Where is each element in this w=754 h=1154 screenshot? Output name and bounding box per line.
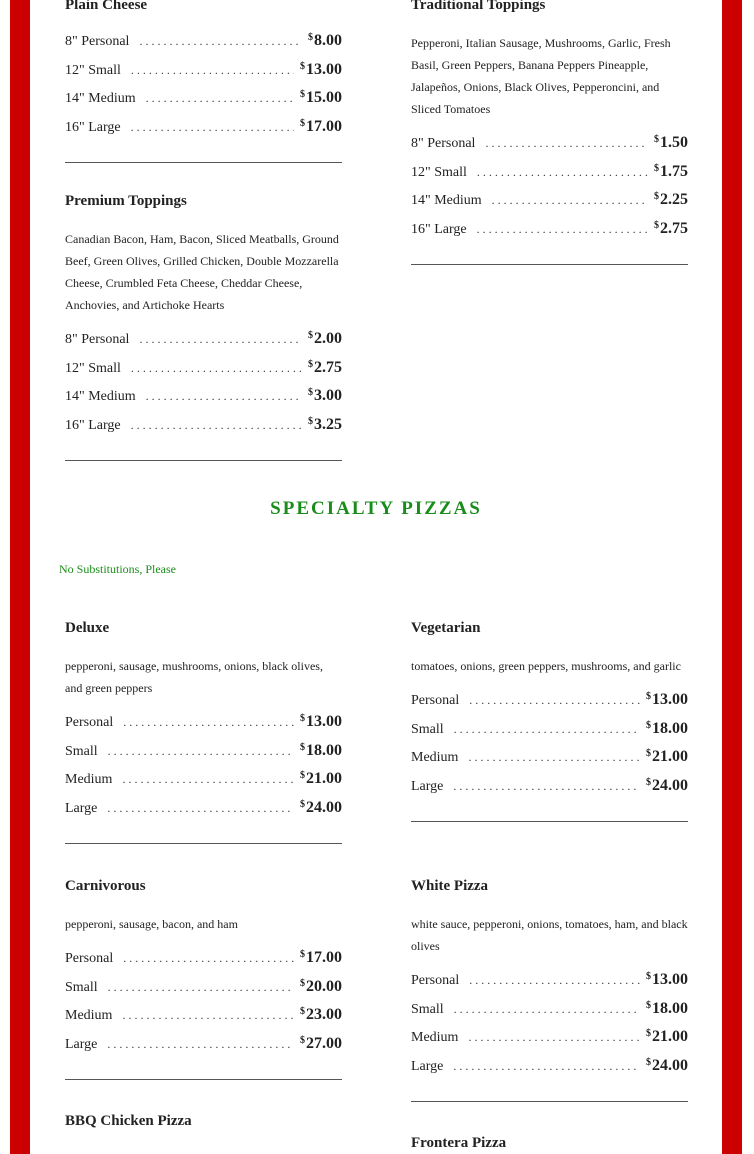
currency-symbol: $ [300, 1006, 305, 1017]
price-value [300, 89, 342, 107]
section-title: BBQ Chicken Pizza [65, 1113, 192, 1129]
size-label: Large [65, 800, 98, 816]
no-substitutions-note: No Substitutions, Please [59, 562, 177, 576]
price-value [308, 32, 342, 50]
section-title: Traditional Toppings [411, 0, 546, 13]
price-value [646, 748, 688, 766]
currency-symbol: $ [300, 949, 305, 960]
price-value [300, 713, 342, 731]
price-value [654, 191, 688, 209]
section-title: White Pizza [411, 878, 489, 894]
price-value [646, 1057, 688, 1075]
dot-leader [123, 715, 294, 730]
price-amount: 13.00 [652, 971, 688, 988]
size-label: Personal [411, 693, 460, 708]
price-row [65, 416, 342, 445]
price-list [65, 713, 342, 827]
section-premium-toppings [65, 192, 342, 461]
price-list [65, 32, 342, 146]
section-carnivorous [65, 877, 342, 1080]
divider [65, 460, 342, 461]
size-label: Personal [411, 973, 460, 988]
dot-leader [477, 222, 648, 237]
price-value [300, 978, 342, 996]
price-value [654, 163, 688, 181]
dot-leader [454, 722, 640, 737]
section-description: pepperoni, sausage, mushrooms, onions, black olives, and green peppers [65, 659, 323, 695]
section-description: tomatoes, onions, green peppers, mushrooms, and garlic [411, 659, 681, 673]
price-value [646, 777, 688, 795]
currency-symbol: $ [646, 1056, 651, 1068]
price-value [308, 387, 342, 405]
dot-leader [107, 801, 294, 816]
price-value [654, 220, 688, 238]
price-row [411, 777, 688, 806]
currency-symbol: $ [300, 89, 305, 100]
price-amount: 1.50 [660, 134, 688, 151]
currency-symbol: $ [308, 32, 313, 43]
section-title: Frontera Pizza [411, 1135, 507, 1151]
size-label: 14" Medium [65, 91, 136, 106]
divider [65, 1079, 342, 1080]
price-row [411, 1057, 688, 1086]
price-row [65, 742, 342, 771]
dot-leader [139, 34, 302, 49]
price-amount: 21.00 [652, 1028, 688, 1045]
size-label: Small [411, 721, 444, 737]
currency-symbol: $ [300, 770, 305, 781]
price-value [300, 770, 342, 788]
dot-leader [469, 973, 640, 988]
size-label: 8" Personal [411, 136, 476, 151]
dot-leader [477, 165, 648, 180]
right-red-border [722, 0, 742, 1154]
currency-symbol: $ [300, 117, 305, 129]
size-label: 12" Small [65, 62, 121, 78]
price-row [65, 32, 342, 61]
dot-leader [131, 361, 302, 376]
divider [411, 1101, 688, 1102]
dot-leader [108, 980, 294, 995]
dot-leader [492, 193, 648, 208]
dot-leader [469, 693, 640, 708]
price-amount: 20.00 [306, 977, 342, 995]
price-row [65, 118, 342, 147]
size-label: Medium [411, 1030, 459, 1045]
size-label: Small [65, 743, 98, 759]
currency-symbol: $ [308, 415, 313, 427]
currency-symbol: $ [300, 60, 305, 72]
price-value [654, 134, 688, 152]
price-value [300, 1006, 342, 1024]
price-row [411, 134, 688, 163]
price-row [411, 748, 688, 777]
section-vegetarian [411, 619, 688, 822]
price-row [65, 61, 342, 90]
currency-symbol: $ [646, 748, 651, 759]
dot-leader [146, 91, 294, 106]
price-list [411, 691, 688, 805]
price-value [646, 691, 688, 709]
price-row [65, 330, 342, 359]
section-title: Deluxe [65, 620, 110, 636]
section-plain-cheese [65, 0, 342, 163]
currency-symbol: $ [654, 191, 659, 202]
price-value [300, 799, 342, 817]
price-amount: 2.75 [660, 219, 688, 237]
currency-symbol: $ [300, 741, 305, 753]
price-row [411, 720, 688, 749]
size-label: 16" Large [65, 119, 121, 135]
size-label: Small [65, 979, 98, 995]
section-frontera [411, 1134, 688, 1152]
price-value [308, 330, 342, 348]
price-amount: 21.00 [306, 770, 342, 787]
dot-leader [468, 1030, 640, 1045]
specialty-pizzas-heading: SPECIALTY PIZZAS [270, 498, 482, 519]
dot-leader [146, 389, 302, 404]
divider [411, 821, 688, 822]
price-list [65, 949, 342, 1063]
price-row [65, 713, 342, 742]
price-amount: 3.25 [314, 415, 342, 433]
price-value [308, 416, 342, 434]
price-row [65, 89, 342, 118]
price-amount: 24.00 [652, 776, 688, 794]
price-amount: 2.75 [314, 358, 342, 376]
price-row [411, 191, 688, 220]
section-description: Pepperoni, Italian Sausage, Mushrooms, Garlic, Fresh Basil, Green Peppers, Banana Peppers Pineapple, Jalapeños, Onions, Black Olives, Pepperoncini, and Sliced Tomatoes [411, 36, 671, 116]
price-amount: 27.00 [306, 1034, 342, 1052]
price-amount: 18.00 [652, 999, 688, 1017]
section-white-pizza [411, 877, 688, 1102]
section-traditional-toppings [411, 0, 688, 265]
section-deluxe [65, 619, 342, 844]
price-amount: 1.75 [660, 162, 688, 180]
dot-leader [485, 136, 648, 151]
currency-symbol: $ [654, 162, 659, 174]
currency-symbol: $ [646, 999, 651, 1011]
price-value [308, 359, 342, 377]
size-label: 12" Small [65, 360, 121, 376]
currency-symbol: $ [646, 719, 651, 731]
price-amount: 13.00 [306, 60, 342, 78]
price-list [411, 134, 688, 248]
currency-symbol: $ [654, 219, 659, 231]
dot-leader [131, 418, 302, 433]
size-label: Medium [65, 1008, 113, 1023]
section-title: Premium Toppings [65, 193, 187, 209]
currency-symbol: $ [300, 798, 305, 810]
price-value [646, 1000, 688, 1018]
menu-page [30, 0, 722, 1154]
currency-symbol: $ [654, 134, 659, 145]
size-label: Medium [65, 772, 113, 787]
price-row [411, 163, 688, 192]
price-value [300, 1035, 342, 1053]
size-label: Medium [411, 750, 459, 765]
dot-leader [107, 1037, 294, 1052]
price-amount: 3.00 [314, 387, 342, 404]
price-amount: 2.25 [660, 191, 688, 208]
size-label: 12" Small [411, 164, 467, 180]
price-value [300, 61, 342, 79]
currency-symbol: $ [308, 330, 313, 341]
price-value [646, 1028, 688, 1046]
size-label: 8" Personal [65, 332, 130, 347]
dot-leader [468, 750, 640, 765]
dot-leader [454, 1002, 640, 1017]
price-row [411, 1000, 688, 1029]
size-label: Personal [65, 715, 114, 730]
price-row [65, 387, 342, 416]
price-amount: 13.00 [652, 691, 688, 708]
dot-leader [122, 1008, 294, 1023]
price-value [300, 742, 342, 760]
section-title: Vegetarian [411, 620, 481, 636]
size-label: 16" Large [411, 221, 467, 237]
price-amount: 13.00 [306, 713, 342, 730]
divider [411, 264, 688, 265]
currency-symbol: $ [646, 776, 651, 788]
size-label: Large [411, 778, 444, 794]
currency-symbol: $ [300, 713, 305, 724]
price-amount: 21.00 [652, 748, 688, 765]
currency-symbol: $ [646, 971, 651, 982]
price-value [300, 949, 342, 967]
price-list [65, 330, 342, 444]
currency-symbol: $ [646, 691, 651, 702]
price-amount: 24.00 [306, 798, 342, 816]
size-label: Personal [65, 951, 114, 966]
price-row [65, 799, 342, 828]
price-amount: 18.00 [306, 741, 342, 759]
dot-leader [131, 120, 294, 135]
price-row [65, 1006, 342, 1035]
section-description: white sauce, pepperoni, onions, tomatoes, ham, and black olives [411, 917, 688, 953]
dot-leader [123, 951, 294, 966]
price-row [65, 770, 342, 799]
divider [65, 843, 342, 844]
size-label: Small [411, 1001, 444, 1017]
price-row [65, 949, 342, 978]
size-label: 16" Large [65, 417, 121, 433]
size-label: Large [411, 1058, 444, 1074]
currency-symbol: $ [300, 1034, 305, 1046]
price-amount: 15.00 [306, 89, 342, 106]
price-amount: 17.00 [306, 117, 342, 135]
price-row [65, 978, 342, 1007]
price-amount: 2.00 [314, 330, 342, 347]
dot-leader [122, 772, 294, 787]
dot-leader [139, 332, 302, 347]
currency-symbol: $ [308, 358, 313, 370]
price-value [300, 118, 342, 136]
price-amount: 18.00 [652, 719, 688, 737]
section-description: pepperoni, sausage, bacon, and ham [65, 917, 238, 931]
section-bbq-chicken [65, 1112, 342, 1130]
price-amount: 23.00 [306, 1006, 342, 1023]
price-list [411, 971, 688, 1085]
price-amount: 24.00 [652, 1056, 688, 1074]
currency-symbol: $ [300, 977, 305, 989]
price-row [411, 691, 688, 720]
size-label: Large [65, 1036, 98, 1052]
price-row [411, 971, 688, 1000]
price-row [65, 1035, 342, 1064]
section-description: Canadian Bacon, Ham, Bacon, Sliced Meatballs, Ground Beef, Green Olives, Grilled Chicken, Double Mozzarella Cheese, Crumbled Feta Cheese, Cheddar Cheese, Anchovies, and Artichoke Hearts [65, 232, 339, 312]
section-title: Carnivorous [65, 878, 146, 894]
size-label: 14" Medium [411, 193, 482, 208]
price-row [411, 1028, 688, 1057]
price-amount: 8.00 [314, 32, 342, 49]
dot-leader [453, 779, 640, 794]
left-red-border [10, 0, 30, 1154]
section-title: Plain Cheese [65, 0, 148, 13]
price-row [65, 359, 342, 388]
size-label: 8" Personal [65, 34, 130, 49]
price-value [646, 971, 688, 989]
price-row [411, 220, 688, 249]
currency-symbol: $ [308, 387, 313, 398]
price-value [646, 720, 688, 738]
dot-leader [108, 744, 294, 759]
price-amount: 17.00 [306, 949, 342, 966]
divider [65, 162, 342, 163]
currency-symbol: $ [646, 1028, 651, 1039]
size-label: 14" Medium [65, 389, 136, 404]
dot-leader [453, 1059, 640, 1074]
dot-leader [131, 63, 294, 78]
